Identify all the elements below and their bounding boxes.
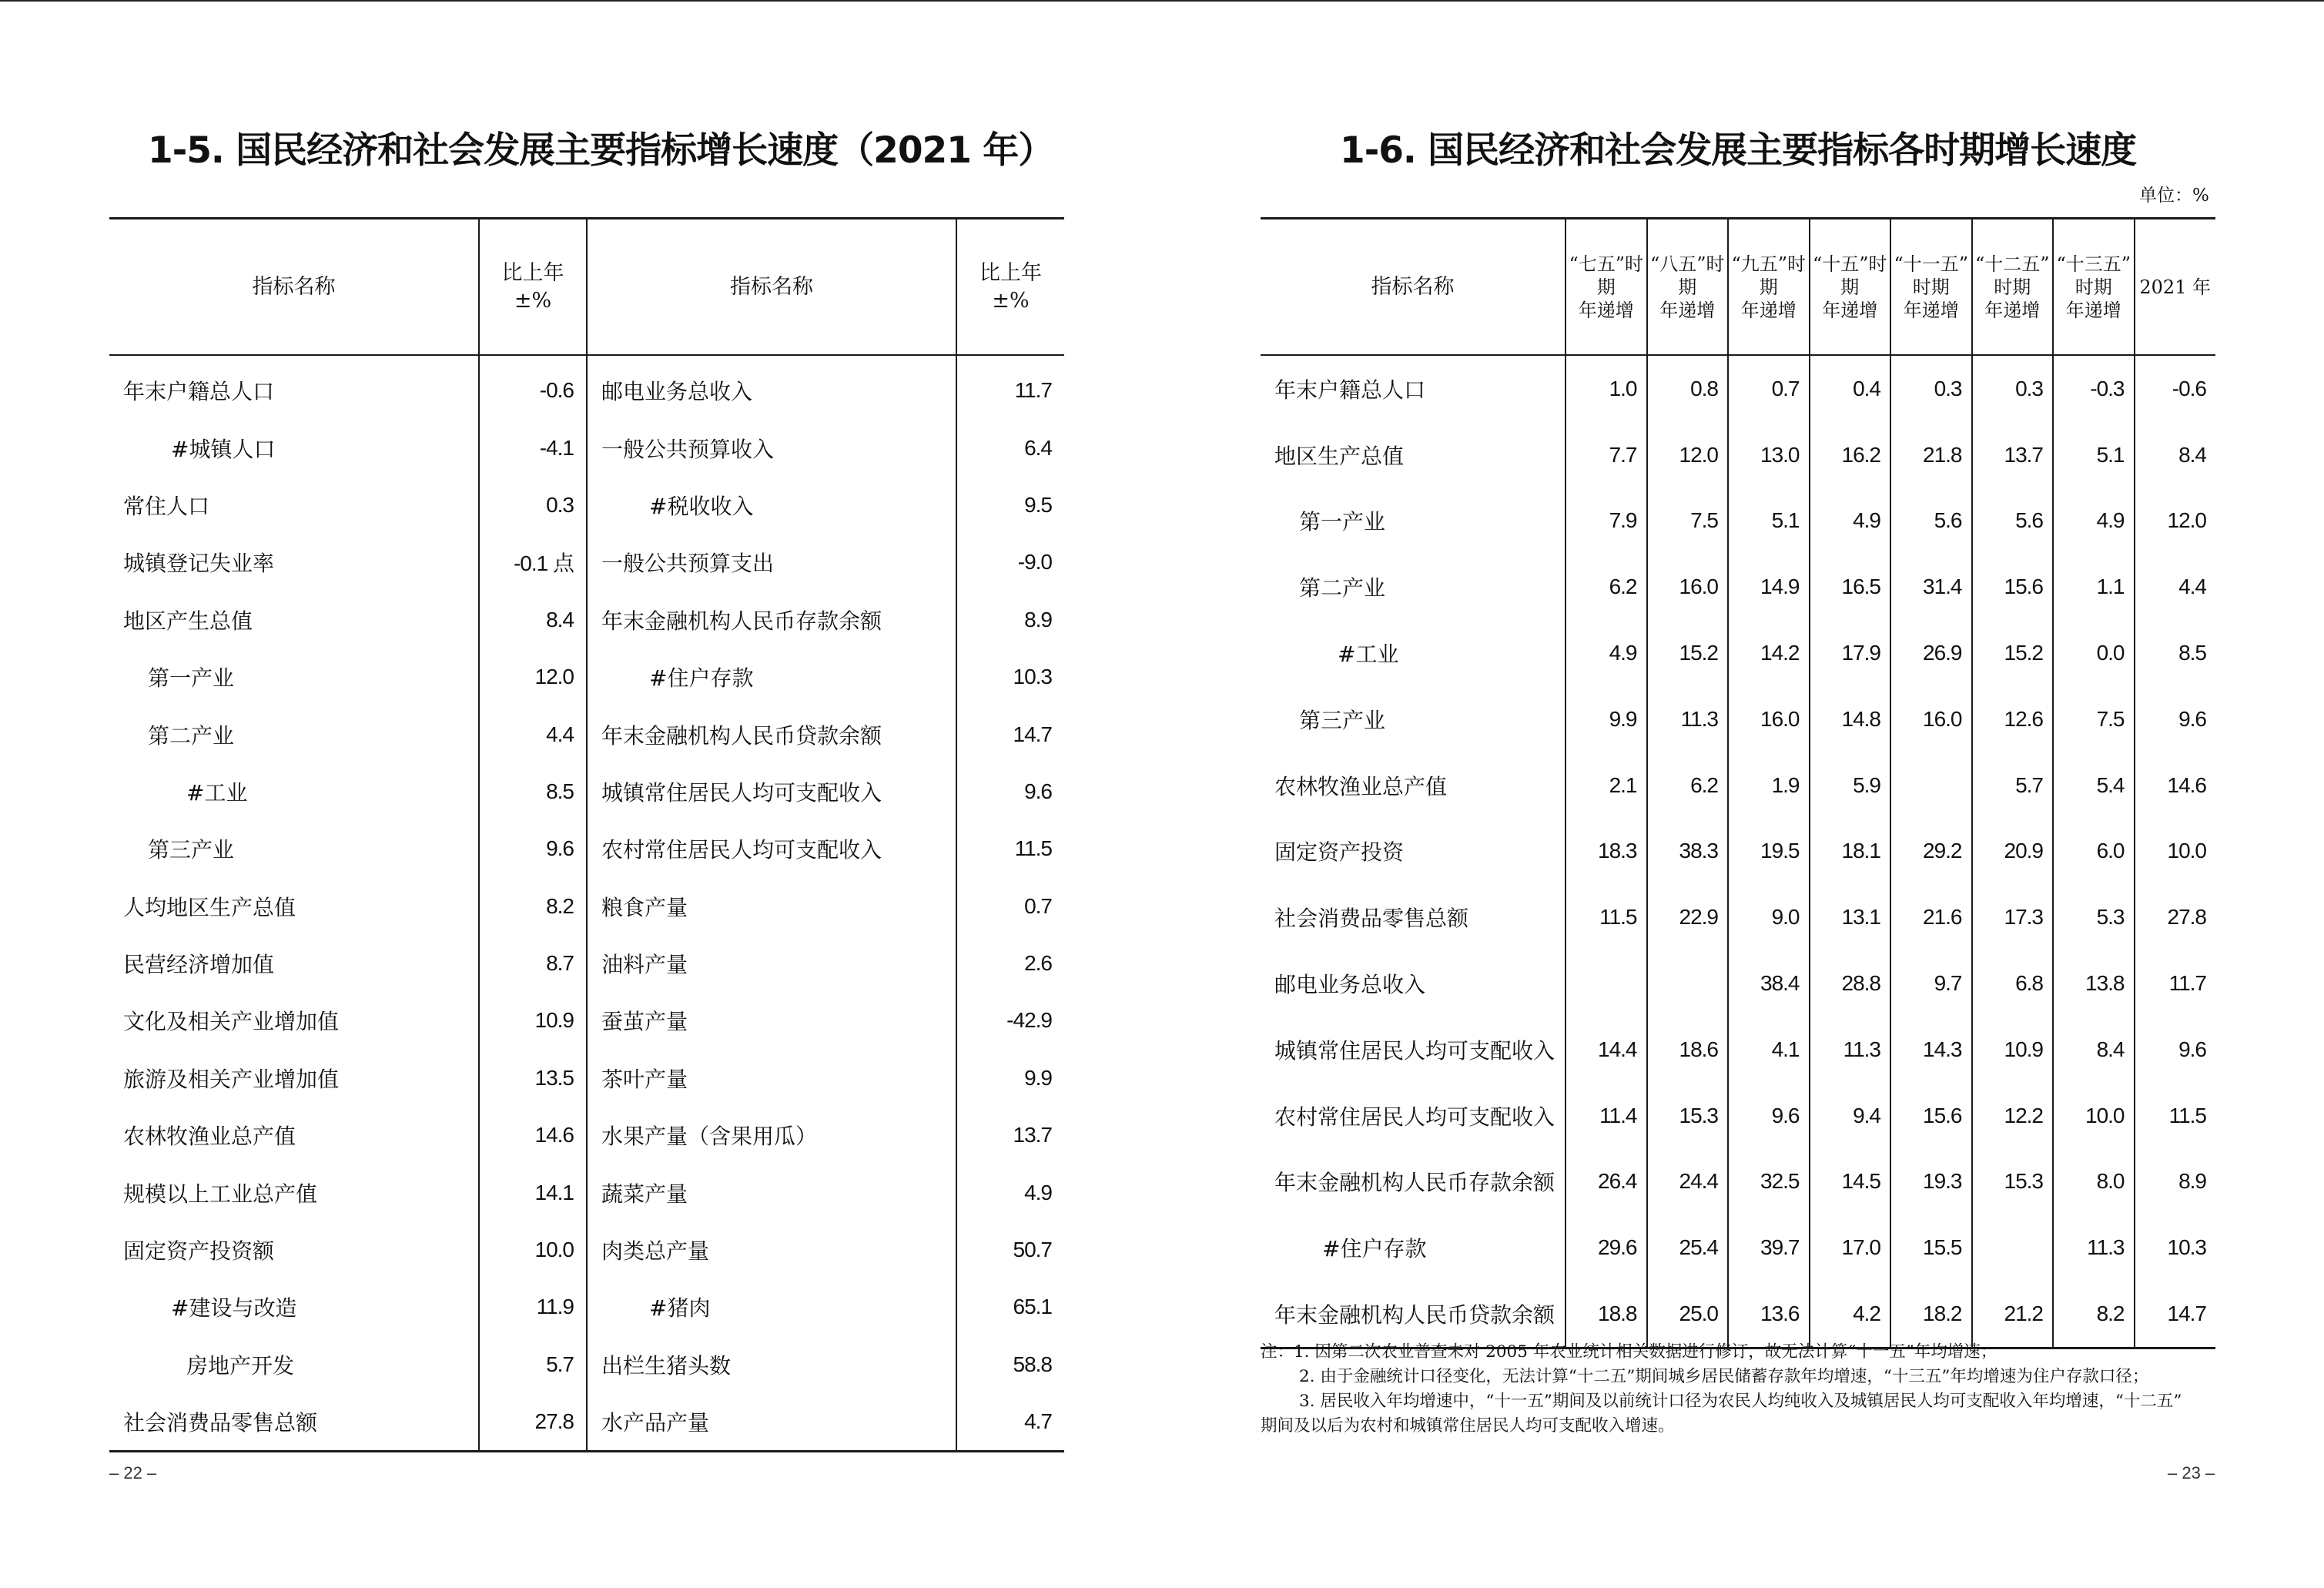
growth-value: 26.9 [1890, 620, 1972, 686]
growth-value: 18.8 [1566, 1281, 1647, 1348]
growth-value: 7.5 [2053, 686, 2135, 752]
growth-value: 14.6 [2135, 752, 2216, 819]
indicator-name: 社会消费品零售总额 [1274, 906, 1469, 932]
growth-value: 14.9 [1728, 554, 1810, 620]
table-row [109, 878, 1064, 935]
indicator-name: 第一产业 [148, 665, 235, 692]
growth-value: 39.7 [1728, 1214, 1810, 1281]
indicator-name: 年末户籍总人口 [123, 379, 275, 405]
indicator-name: #建设与改造 [171, 1295, 297, 1322]
table-row [1261, 422, 2215, 488]
table-row [109, 1336, 1064, 1393]
growth-value: 25.0 [1647, 1281, 1729, 1348]
indicator-name: 固定资产投资 [1274, 839, 1405, 866]
growth-value: 5.9 [1810, 752, 1891, 819]
right-table-header-row [1261, 219, 2215, 356]
growth-value: 8.4 [479, 591, 587, 648]
table-row [1261, 752, 2215, 819]
growth-value: 8.9 [2135, 1149, 2216, 1215]
indicator-name: 第一产业 [1299, 509, 1386, 535]
indicator-name: 一般公共预算支出 [587, 534, 956, 591]
left-header-rate-2 [956, 219, 1064, 356]
indicator-name: 城镇常住居民人均可支配收入 [587, 763, 956, 820]
growth-value: 5.4 [2053, 752, 2135, 819]
growth-value: 14.1 [479, 1164, 587, 1221]
growth-value: 5.1 [2053, 422, 2135, 488]
indicator-name: 一般公共预算收入 [587, 419, 956, 476]
growth-value: 9.7 [1890, 950, 1972, 1017]
growth-value: 8.9 [956, 591, 1064, 648]
growth-value: 14.7 [2135, 1281, 2216, 1348]
growth-value: 13.5 [479, 1050, 587, 1107]
growth-value: 8.0 [2053, 1149, 2135, 1215]
table-row [109, 1107, 1064, 1164]
indicator-name: 第三产业 [1299, 707, 1386, 733]
growth-value: 29.6 [1566, 1214, 1647, 1281]
growth-value: 14.7 [956, 705, 1064, 762]
growth-value: 10.9 [479, 992, 587, 1049]
growth-value: 7.7 [1566, 422, 1647, 488]
table-row [109, 935, 1064, 992]
left-header-rate-2-line2: ±% [992, 288, 1030, 313]
growth-value: 11.5 [2135, 1083, 2216, 1149]
period-header-line2: 期 [1759, 276, 1778, 298]
growth-value: 2.6 [956, 935, 1064, 992]
indicator-name: 城镇登记失业率 [123, 551, 275, 577]
growth-value: 13.1 [1810, 884, 1891, 950]
growth-value: 17.9 [1810, 620, 1891, 686]
growth-value: 15.2 [1647, 620, 1729, 686]
indicator-name: 城镇常住居民人均可支配收入 [1274, 1037, 1555, 1064]
note-3-continued: 期间及以后为农村和城镇常住居民人均可支配收入增速。 [1261, 1416, 1675, 1436]
growth-value: 10.3 [2135, 1214, 2216, 1281]
table-row [1261, 1214, 2215, 1281]
growth-value: 50.7 [956, 1221, 1064, 1278]
growth-value: 11.3 [2053, 1214, 2135, 1281]
left-table-header-row [109, 219, 1064, 356]
table-row [1261, 1083, 2215, 1149]
growth-value: 21.6 [1890, 884, 1972, 950]
growth-value: 10.3 [956, 648, 1064, 705]
growth-value: 15.3 [1647, 1083, 1729, 1149]
indicator-name: 常住人口 [123, 493, 210, 519]
growth-value: 8.7 [479, 935, 587, 992]
growth-value: 0.3 [1890, 355, 1972, 422]
growth-value: 13.8 [2053, 950, 2135, 1017]
left-indicator-table [109, 217, 1064, 1452]
growth-value: 8.4 [2135, 422, 2216, 488]
growth-value: 4.4 [2135, 554, 2216, 620]
table-row [1261, 1149, 2215, 1215]
period-header-shierwu [1972, 219, 2054, 356]
growth-value: 8.2 [2053, 1281, 2135, 1348]
growth-value: 13.7 [1972, 422, 2054, 488]
growth-value: 18.2 [1890, 1281, 1972, 1348]
growth-value: 4.4 [479, 705, 587, 762]
growth-value: 9.6 [956, 763, 1064, 820]
growth-value: 65.1 [956, 1278, 1064, 1335]
growth-value: 11.5 [956, 820, 1064, 877]
indicator-name: 蚕茧产量 [587, 992, 956, 1049]
growth-value: 6.4 [956, 419, 1064, 476]
growth-value: 25.4 [1647, 1214, 1729, 1281]
period-header-line3: 年递增 [2065, 299, 2121, 321]
growth-value: 14.3 [1890, 1017, 1972, 1083]
growth-value: 12.6 [1972, 686, 2054, 752]
period-header-bawu [1647, 219, 1729, 356]
indicator-name: 农林牧渔业总产值 [1274, 773, 1448, 799]
growth-value: 6.8 [1972, 950, 2054, 1017]
table-row [109, 591, 1064, 648]
growth-value: 11.7 [2135, 950, 2216, 1017]
growth-value: -0.1 点 [479, 534, 587, 591]
table-notes [1261, 1340, 2223, 1439]
growth-value: 14.4 [1566, 1017, 1647, 1083]
indicator-name: #城镇人口 [171, 436, 276, 462]
growth-value: 9.4 [1810, 1083, 1891, 1149]
growth-value: 9.9 [956, 1050, 1064, 1107]
indicator-name: 旅游及相关产业增加值 [123, 1066, 340, 1092]
growth-value: 14.2 [1728, 620, 1810, 686]
growth-value: -42.9 [956, 992, 1064, 1049]
period-header-line2: 期 [1840, 276, 1860, 298]
growth-value: 12.0 [1647, 422, 1729, 488]
growth-value: 5.7 [1972, 752, 2054, 819]
right-period-table [1261, 217, 2215, 1349]
growth-value: 6.0 [2053, 819, 2135, 885]
growth-value: 4.9 [1810, 488, 1891, 554]
indicator-name: 农林牧渔业总产值 [123, 1124, 296, 1150]
indicator-name: 地区产生总值 [123, 608, 253, 634]
growth-value: 16.5 [1810, 554, 1891, 620]
growth-value: 16.0 [1647, 554, 1729, 620]
growth-value: 21.8 [1890, 422, 1972, 488]
period-header-line2: 时期 [2075, 276, 2112, 298]
growth-value: -4.1 [479, 419, 587, 476]
indicator-name: 文化及相关产业增加值 [123, 1009, 340, 1035]
period-header-line3: 年递增 [1740, 299, 1797, 321]
growth-value: 9.6 [1728, 1083, 1810, 1149]
growth-value: 5.6 [1972, 488, 2054, 554]
growth-value: 5.7 [479, 1336, 587, 1393]
growth-value: 13.7 [956, 1107, 1064, 1164]
table-row [1261, 554, 2215, 620]
right-page-number: – 23 – [2168, 1463, 2215, 1482]
growth-value: 19.3 [1890, 1149, 1972, 1215]
period-header-2021: 2021 年 [2135, 219, 2216, 356]
period-header-jiuwu [1728, 219, 1810, 356]
growth-value: 7.9 [1566, 488, 1647, 554]
right-table-body [1261, 355, 2215, 1348]
growth-value: 15.2 [1972, 620, 2054, 686]
indicator-name: 社会消费品零售总额 [123, 1410, 318, 1436]
indicator-name: 农村常住居民人均可支配收入 [587, 820, 956, 877]
indicator-name: 房地产开发 [186, 1352, 295, 1379]
period-header-line2: 期 [1678, 276, 1697, 298]
indicator-name: 年末户籍总人口 [1274, 377, 1426, 403]
left-header-name-2: 指标名称 [587, 219, 956, 356]
period-header-qiwu [1566, 219, 1647, 356]
growth-value: 0.4 [1810, 355, 1891, 422]
table-row [1261, 355, 2215, 422]
note-1: 注：1. 因第二次农业普查未对 2005 年农业统计相关数据进行修订，故无法计算“十一五”年均增速； [1261, 1342, 1998, 1362]
growth-value: 8.5 [2135, 620, 2216, 686]
table-row [109, 820, 1064, 877]
indicator-name: 水果产量（含果用瓜） [587, 1107, 956, 1164]
growth-value: 12.0 [479, 648, 587, 705]
period-header-line1: “十五”时 [1812, 253, 1887, 275]
growth-value: -9.0 [956, 534, 1064, 591]
left-page-number: – 22 – [109, 1463, 157, 1482]
table-row [1261, 1281, 2215, 1348]
growth-value: 26.4 [1566, 1149, 1647, 1215]
indicator-name: 人均地区生产总值 [123, 894, 296, 920]
table-row [1261, 620, 2215, 686]
period-header-line2: 期 [1596, 276, 1616, 298]
indicator-name: 邮电业务总收入 [1274, 972, 1426, 998]
growth-value: 4.1 [1728, 1017, 1810, 1083]
growth-value: 11.3 [1647, 686, 1729, 752]
growth-value: -0.6 [479, 355, 587, 419]
growth-value: 15.3 [1972, 1149, 2054, 1215]
growth-value: 5.6 [1890, 488, 1972, 554]
growth-value: 9.6 [479, 820, 587, 877]
growth-value [1890, 752, 1972, 819]
growth-value: 27.8 [479, 1393, 587, 1452]
table-row [109, 1050, 1064, 1107]
growth-value: 12.0 [2135, 488, 2216, 554]
right-page-title: 1-6. 国民经济和社会发展主要指标各时期增长速度 [1340, 129, 2137, 172]
indicator-name: 民营经济增加值 [123, 952, 275, 978]
indicator-name: 年末金融机构人民币贷款余额 [1274, 1302, 1555, 1328]
indicator-name: 年末金融机构人民币存款余额 [587, 591, 956, 648]
growth-value: 11.5 [1566, 884, 1647, 950]
table-row [1261, 1017, 2215, 1083]
growth-value: 11.9 [479, 1278, 587, 1335]
indicator-name: 水产品产量 [587, 1393, 956, 1452]
period-header-line1: “十二五” [1974, 253, 2050, 275]
growth-value: 11.4 [1566, 1083, 1647, 1149]
growth-value: 10.0 [479, 1221, 587, 1278]
growth-value [1972, 1214, 2054, 1281]
growth-value: 16.2 [1810, 422, 1891, 488]
growth-value: 18.6 [1647, 1017, 1729, 1083]
growth-value: 6.2 [1647, 752, 1729, 819]
indicator-name: 蔬菜产量 [587, 1164, 956, 1221]
indicator-name: 茶叶产量 [587, 1050, 956, 1107]
growth-value: 14.6 [479, 1107, 587, 1164]
growth-value: 4.7 [956, 1393, 1064, 1452]
growth-value: 1.1 [2053, 554, 2135, 620]
period-header-shiyiwu [1890, 219, 1972, 356]
growth-value: 9.9 [1566, 686, 1647, 752]
growth-value: 15.5 [1890, 1214, 1972, 1281]
growth-value: 0.3 [479, 477, 587, 534]
indicator-name: 地区生产总值 [1274, 443, 1405, 469]
growth-value: 10.0 [2053, 1083, 2135, 1149]
growth-value: 22.9 [1647, 884, 1729, 950]
growth-value: 14.5 [1810, 1149, 1891, 1215]
growth-value: 4.9 [956, 1164, 1064, 1221]
period-header-line1: “七五”时 [1569, 253, 1644, 275]
indicator-name: 第二产业 [1299, 575, 1386, 601]
growth-value: 31.4 [1890, 554, 1972, 620]
table-row [109, 705, 1064, 762]
period-header-line2: 时期 [1994, 276, 2031, 298]
growth-value: 18.3 [1566, 819, 1647, 885]
period-header-shisanwu [2053, 219, 2135, 356]
growth-value: 9.5 [956, 477, 1064, 534]
table-row [1261, 488, 2215, 554]
growth-value: 2.1 [1566, 752, 1647, 819]
growth-value [1647, 950, 1729, 1017]
indicator-name: 第二产业 [148, 722, 235, 749]
growth-value: 0.7 [956, 878, 1064, 935]
growth-value: 8.2 [479, 878, 587, 935]
indicator-name: 年末金融机构人民币存款余额 [1274, 1170, 1555, 1196]
table-row [109, 1221, 1064, 1278]
table-row [109, 477, 1064, 534]
right-header-name: 指标名称 [1261, 219, 1566, 356]
table-row [1261, 686, 2215, 752]
indicator-name: 粮食产量 [587, 878, 956, 935]
table-row [109, 1164, 1064, 1221]
table-row [109, 1278, 1064, 1335]
indicator-name: #住户存款 [1322, 1236, 1427, 1262]
indicator-name: 油料产量 [587, 935, 956, 992]
table-row [1261, 819, 2215, 885]
table-row [109, 1393, 1064, 1452]
table-row [109, 763, 1064, 820]
indicator-name: #税收收入 [587, 477, 956, 534]
growth-value: 24.4 [1647, 1149, 1729, 1215]
growth-value [1566, 950, 1647, 1017]
table-row [109, 992, 1064, 1049]
growth-value: 13.0 [1728, 422, 1810, 488]
growth-value: 4.9 [2053, 488, 2135, 554]
growth-value: 17.0 [1810, 1214, 1891, 1281]
indicator-name: 年末金融机构人民币贷款余额 [587, 705, 956, 762]
growth-value: 9.0 [1728, 884, 1810, 950]
note-2: 2. 由于金融统计口径变化，无法计算“十二五”期间城乡居民储蓄存款年均增速，“十三五”年均增速为住户存款口径； [1299, 1367, 2149, 1386]
indicator-name: 固定资产投资额 [123, 1238, 275, 1265]
table-row [109, 648, 1064, 705]
left-header-name-1: 指标名称 [109, 219, 479, 356]
period-header-line1: “九五”时 [1731, 253, 1807, 275]
table-row [1261, 884, 2215, 950]
growth-value: 8.4 [2053, 1017, 2135, 1083]
growth-value: 11.3 [1810, 1017, 1891, 1083]
growth-value: 29.2 [1890, 819, 1972, 885]
indicator-name: #工业 [186, 779, 248, 806]
growth-value: 0.8 [1647, 355, 1729, 422]
period-header-line1: “十三五” [2056, 253, 2131, 275]
growth-value: 15.6 [1972, 554, 2054, 620]
left-header-rate-1-line1: 比上年 [501, 260, 564, 285]
growth-value: 10.9 [1972, 1017, 2054, 1083]
growth-value: 6.2 [1566, 554, 1647, 620]
growth-value: 11.7 [956, 355, 1064, 419]
table-row [109, 355, 1064, 419]
growth-value: 10.0 [2135, 819, 2216, 885]
indicator-name: 出栏生猪头数 [587, 1336, 956, 1393]
growth-value: 21.2 [1972, 1281, 2054, 1348]
growth-value: 9.6 [2135, 1017, 2216, 1083]
growth-value: 17.3 [1972, 884, 2054, 950]
indicator-name: 第三产业 [148, 837, 235, 863]
growth-value: 9.6 [2135, 686, 2216, 752]
growth-value: 1.0 [1566, 355, 1647, 422]
left-header-rate-1-line2: ±% [514, 288, 552, 313]
period-header-line3: 年递增 [1984, 299, 2041, 321]
indicator-name: #工业 [1338, 642, 1399, 668]
growth-value: 16.0 [1728, 686, 1810, 752]
growth-value: 12.2 [1972, 1083, 2054, 1149]
indicator-name: 邮电业务总收入 [587, 355, 956, 419]
top-border [0, 0, 2324, 2]
growth-value: 18.1 [1810, 819, 1891, 885]
growth-value: 14.8 [1810, 686, 1891, 752]
growth-value: 7.5 [1647, 488, 1729, 554]
growth-value: 28.8 [1810, 950, 1891, 1017]
growth-value: 5.1 [1728, 488, 1810, 554]
growth-value: 4.9 [1566, 620, 1647, 686]
table-row [109, 534, 1064, 591]
growth-value: 38.4 [1728, 950, 1810, 1017]
indicator-name: #猪肉 [587, 1278, 956, 1335]
left-header-rate-1 [479, 219, 587, 356]
growth-value: 13.6 [1728, 1281, 1810, 1348]
growth-value: 27.8 [2135, 884, 2216, 950]
growth-value: 8.5 [479, 763, 587, 820]
indicator-name: 肉类总产量 [587, 1221, 956, 1278]
growth-value: 19.5 [1728, 819, 1810, 885]
note-3: 3. 居民收入年均增速中，“十一五”期间及以前统计口径为农民人均纯收入及城镇居民人均可支配收入年均增速，“十二五” [1299, 1392, 2182, 1411]
period-header-line3: 年递增 [1659, 299, 1716, 321]
period-header-line3: 年递增 [1578, 299, 1634, 321]
period-header-line3: 年递增 [1903, 299, 1959, 321]
period-header-line3: 年递增 [1822, 299, 1878, 321]
growth-value: -0.6 [2135, 355, 2216, 422]
growth-value: 1.9 [1728, 752, 1810, 819]
growth-value: 38.3 [1647, 819, 1729, 885]
left-header-rate-2-line1: 比上年 [979, 260, 1042, 285]
indicator-name: #住户存款 [587, 648, 956, 705]
growth-value: 4.2 [1810, 1281, 1891, 1348]
growth-value: -0.3 [2053, 355, 2135, 422]
growth-value: 15.6 [1890, 1083, 1972, 1149]
growth-value: 0.0 [2053, 620, 2135, 686]
left-page-title: 1-5. 国民经济和社会发展主要指标增长速度（2021 年） [148, 129, 1054, 172]
indicator-name: 农村常住居民人均可支配收入 [1274, 1104, 1555, 1130]
growth-value: 16.0 [1890, 686, 1972, 752]
unit-label: 单位：% [2139, 186, 2209, 206]
growth-value: 58.8 [956, 1336, 1064, 1393]
growth-value: 20.9 [1972, 819, 2054, 885]
table-row [1261, 950, 2215, 1017]
period-header-line1: “十一五” [1894, 253, 1969, 275]
growth-value: 32.5 [1728, 1149, 1810, 1215]
growth-value: 0.3 [1972, 355, 2054, 422]
growth-value: 5.3 [2053, 884, 2135, 950]
period-header-line2: 时期 [1912, 276, 1950, 298]
table-row [109, 419, 1064, 476]
period-header-shiwu [1810, 219, 1891, 356]
period-header-line1: “八五”时 [1649, 253, 1725, 275]
growth-value: 0.7 [1728, 355, 1810, 422]
indicator-name: 规模以上工业总产值 [123, 1181, 318, 1207]
